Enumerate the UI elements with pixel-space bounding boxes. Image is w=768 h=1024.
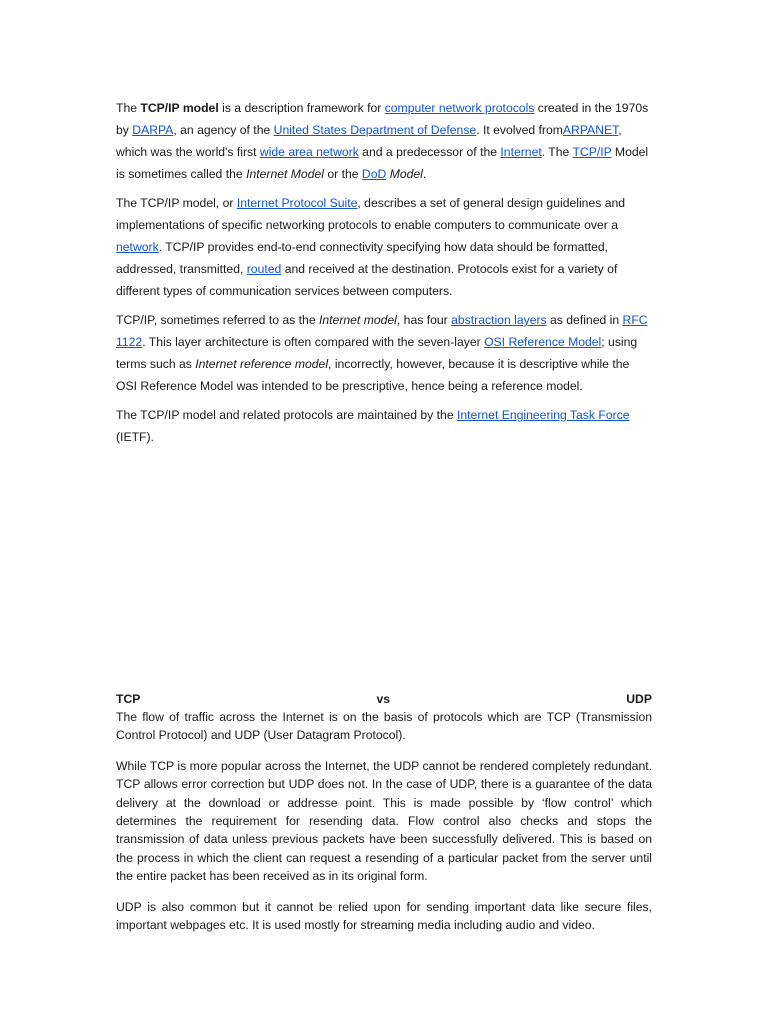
text: The	[116, 101, 141, 115]
text: , has four	[396, 313, 452, 327]
text: is a description framework for	[218, 101, 385, 115]
paragraph-intro	[116, 97, 652, 185]
link-tcpip[interactable]: TCP/IP	[572, 145, 612, 159]
text: (IETF).	[116, 430, 154, 444]
italic-term: Internet model	[318, 313, 397, 327]
text: . TCP/IP provides end-to-end connectivity specifying how data should be formatted, addressed, transmitted,	[116, 240, 609, 276]
text: , incorrectly, however, because it is descriptive while the OSI Reference Model was intended to be prescriptive, hence being a reference model.	[116, 357, 630, 393]
bold-term: TCP/IP model	[140, 101, 219, 115]
link-us-dod[interactable]: United States Department of Defense	[273, 123, 477, 137]
link-abstraction-layers[interactable]: abstraction layers	[451, 313, 547, 327]
text: .	[422, 167, 427, 181]
heading-udp: UDP	[626, 692, 652, 706]
text: and received at the destination. Protocols exist for a variety of different types of communication services between computers.	[116, 262, 618, 298]
paragraph-flow: The flow of traffic across the Internet is on the basis of protocols which are TCP (Transmission Control Protocol) and UDP (User Datagram Protocol).	[116, 710, 652, 743]
paragraph-ietf	[116, 404, 652, 448]
italic-term: Internet reference model	[195, 357, 329, 371]
heading-tcp: TCP	[116, 692, 141, 706]
link-computer-network-protocols[interactable]: computer network protocols	[384, 101, 535, 115]
text: . The	[541, 145, 573, 159]
text: The TCP/IP model, or	[116, 196, 237, 210]
paragraph-suite	[116, 192, 652, 302]
link-routed[interactable]: routed	[246, 262, 282, 276]
paragraph-comparison: While TCP is more popular across the Internet, the UDP cannot be rendered completely redundant. TCP allows error correction but UDP does not. In the case of UDP, there is a guarantee of the data delivery at the download or addresse point. This is made possible by ‘flow control’ which determines the requirement for resending data. Flow control also checks and stops the transmission of data unless previous packets have been successfully delivered. This is based on the process in which the client can request a resending of a particular packet from the server until the entire packet has been received as in its original form.	[116, 758, 652, 884]
text: created in the 1970s by	[116, 101, 649, 137]
text: , an agency of the	[173, 123, 274, 137]
link-rfc-1122[interactable]: RFC 1122	[116, 313, 648, 349]
text: as defined in	[546, 313, 623, 327]
text: ; using terms such as	[116, 335, 638, 371]
heading-vs: vs	[376, 692, 391, 706]
text: The TCP/IP model and related protocols are maintained by the	[116, 408, 457, 422]
link-osi-reference-model[interactable]: OSI Reference Model	[484, 335, 602, 349]
link-network[interactable]: network	[116, 240, 159, 254]
text: and a predecessor of the	[358, 145, 501, 159]
link-arpanet[interactable]: ARPANET	[562, 123, 619, 137]
link-internet[interactable]: Internet	[500, 145, 542, 159]
paragraph-udp-usage: UDP is also common but it cannot be relied upon for sending important data like secure files, important webpages etc. It is used mostly for streaming media including audio and video.	[116, 899, 652, 933]
italic-term: Internet Model	[246, 167, 324, 181]
link-darpa[interactable]: DARPA	[132, 123, 174, 137]
text: . It evolved from	[476, 123, 563, 137]
text: TCP/IP, sometimes referred to as the	[116, 313, 319, 327]
paragraph-layers	[116, 309, 652, 397]
text: , which was the world's first	[116, 123, 622, 159]
text: . This layer architecture is often compared with the seven-layer	[142, 335, 485, 349]
link-wide-area-network[interactable]: wide area network	[259, 145, 359, 159]
link-ietf[interactable]: Internet Engineering Task Force	[457, 408, 630, 422]
link-internet-protocol-suite[interactable]: Internet Protocol Suite	[236, 196, 358, 210]
tcpip-section	[116, 97, 652, 455]
text: Model is sometimes called the	[116, 145, 649, 181]
text: , describes a set of general design guidelines and implementations of specific networking protocols to enable computers to communicate over a	[116, 196, 626, 232]
section-heading	[116, 690, 652, 708]
link-dod[interactable]: DoD	[361, 167, 387, 181]
text: or the	[323, 167, 362, 181]
tcp-vs-udp-section	[116, 690, 652, 946]
italic-term: Model	[386, 167, 423, 181]
